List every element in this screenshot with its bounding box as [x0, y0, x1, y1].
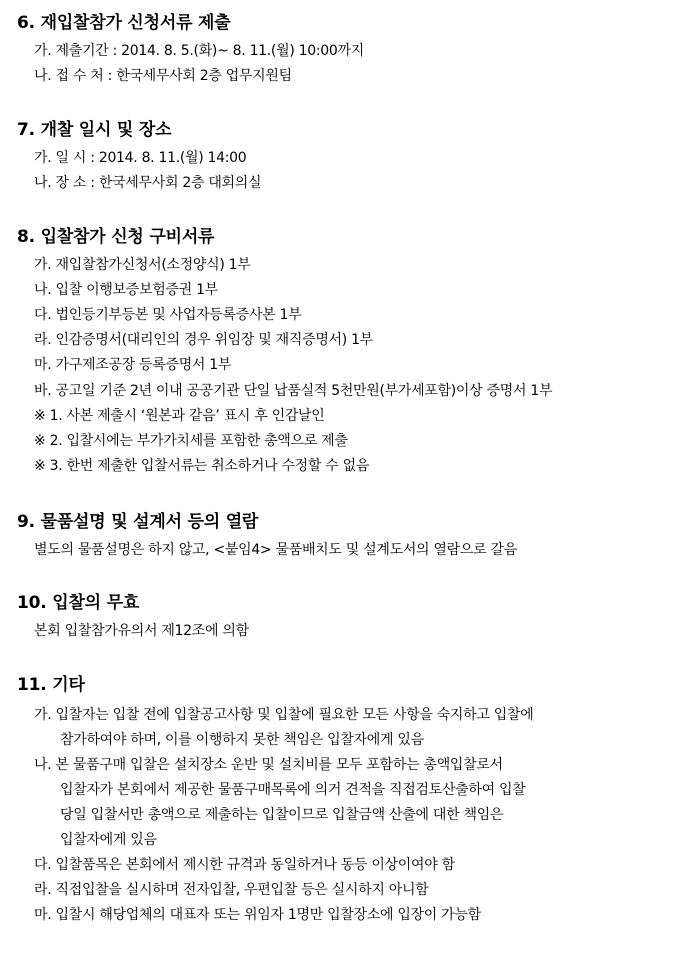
section-8-item-ra: 라. 인감증명서(대리인의 경우 위임장 및 재직증명서) 1부 [34, 332, 373, 348]
section-11-item-ga-cont: 참가하여야 하며, 이를 이행하지 못한 책임은 입찰자에게 있음 [60, 732, 424, 748]
section-8-note-3: ※ 3. 한번 제출한 입찰서류는 취소하거나 수정할 수 없음 [34, 458, 370, 474]
section-10-heading: 10. 입찰의 무효 [17, 593, 140, 613]
section-11-item-ma: 마. 입찰시 해당업체의 대표자 또는 위임자 1명만 입찰장소에 입장이 가능함 [34, 907, 481, 923]
section-11-item-na-cont-2: 당일 입찰서만 총액으로 제출하는 입찰이므로 입찰금액 산출에 대한 책임은 [60, 807, 504, 823]
section-8-note-2: ※ 2. 입찰시에는 부가가치세를 포함한 총액으로 제출 [34, 433, 348, 449]
section-8-item-ma: 마. 가구제조공장 등록증명서 1부 [34, 357, 232, 373]
section-10-text: 본회 입찰참가유의서 제12조에 의함 [34, 623, 249, 639]
section-7-item-na: 나. 장 소 : 한국세무사회 2층 대회의실 [34, 175, 262, 191]
section-8-item-ba: 바. 공고일 기준 2년 이내 공공기관 단일 납품실적 5천만원(부가세포함)이상 증명서 1부 [34, 383, 553, 399]
section-9-text: 별도의 물품설명은 하지 않고, <붙임4> 물품배치도 및 설계도서의 열람으로 갈음 [34, 542, 517, 558]
section-8-heading: 8. 입찰참가 신청 구비서류 [17, 227, 215, 247]
section-9-heading: 9. 물품설명 및 설계서 등의 열람 [17, 512, 259, 532]
section-6-heading: 6. 재입찰참가 신청서류 제출 [17, 13, 231, 33]
section-8-note-1: ※ 1. 사본 제출시 ‘원본과 같음’ 표시 후 인감날인 [34, 408, 325, 424]
section-11-heading: 11. 기타 [17, 675, 85, 695]
section-11-item-ra: 라. 직접입찰을 실시하며 전자입찰, 우편입찰 등은 실시하지 아니함 [34, 882, 429, 898]
section-11-item-na: 나. 본 물품구매 입찰은 설치장소 운반 및 설치비를 모두 포함하는 총액입찰로서 [34, 757, 503, 773]
section-8-item-da: 다. 법인등기부등본 및 사업자등록증사본 1부 [34, 307, 302, 323]
section-7-heading: 7. 개찰 일시 및 장소 [17, 120, 172, 140]
section-11-item-ga: 가. 입찰자는 입찰 전에 입찰공고사항 및 입찰에 필요한 모든 사항을 숙지하고 입찰에 [34, 707, 534, 723]
section-6-item-ga: 가. 제출기간 : 2014. 8. 5.(화)~ 8. 11.(월) 10:00까지 [34, 43, 364, 59]
section-11-item-na-cont-1: 입찰자가 본회에서 제공한 물품구매목록에 의거 견적을 직접검토산출하여 입찰 [60, 782, 526, 798]
section-8-item-na: 나. 입찰 이행보증보험증권 1부 [34, 282, 218, 298]
section-11-item-da: 다. 입찰품목은 본회에서 제시한 규격과 동일하거나 동등 이상이여야 함 [34, 857, 455, 873]
section-6-item-na: 나. 접 수 처 : 한국세무사회 2층 업무지원팀 [34, 68, 292, 84]
section-11-item-na-cont-3: 입찰자에게 있음 [60, 832, 157, 848]
section-8-item-ga: 가. 재입찰참가신청서(소정양식) 1부 [34, 257, 251, 273]
section-7-item-ga: 가. 일 시 : 2014. 8. 11.(월) 14:00 [34, 150, 247, 166]
